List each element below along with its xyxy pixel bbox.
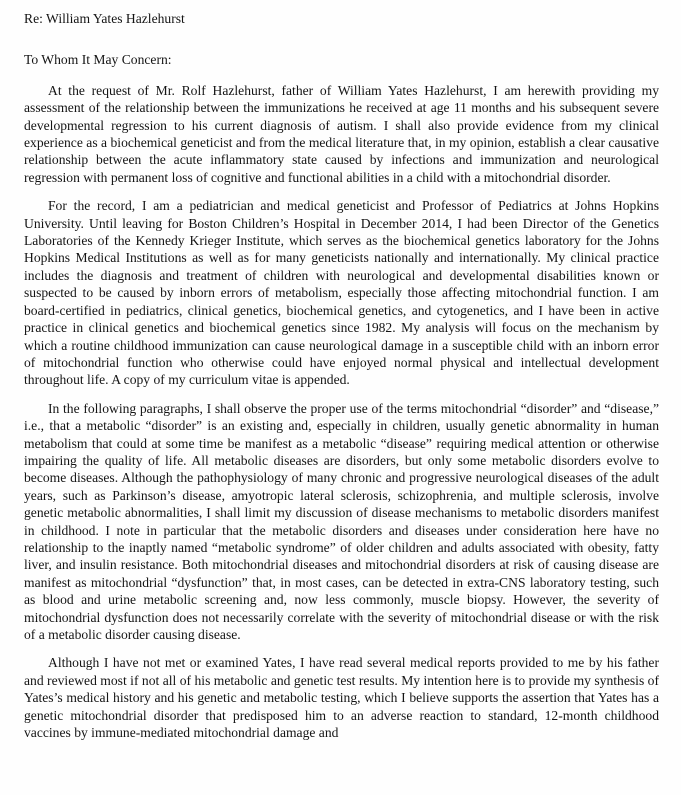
salutation: To Whom It May Concern:	[24, 52, 172, 68]
re-line: Re: William Yates Hazlehurst	[24, 11, 185, 26]
body-paragraph-4: Although I have not met or examined Yates, I have read several medical reports provided to me by his father and reviewed most if not all of his metabolic and genetic test results. My intention here is to provide my synthesis of Yates’s medical history and his genetic and metabolic testing, which I believe supports the assertion that Yates has a genetic mitochondrial disorder that predisposed him to an adverse reaction to standard, 12-month childhood vaccines by immune-mediated mitochondrial damage and	[24, 655, 659, 741]
body-paragraph-1: At the request of Mr. Rolf Hazlehurst, father of William Yates Hazlehurst, I am herewith providing my assessment of the relationship between the immunizations he received at age 11 months and his subsequent severe developmental regression to his current diagnosis of autism. I shall also provide evidence from my clinical experience as a biochemical geneticist and from the medical literature that, in my opinion, establish a clear causative relationship between the acute inflammatory state caused by infections and immunization and neurological regression with permanent loss of cognitive and functional abilities in a child with a mitochondrial disorder.	[24, 82, 659, 185]
body-paragraph-3: In the following paragraphs, I shall observe the proper use of the terms mitochondrial “disorder” and “disease,” i.e., that a metabolic “disorder” is an existing and, especially in children, usually genetic abnormality in human metabolism that could at some time be manifest as a metabolic “disease” requiring medical attention or otherwise impairing the quality of life. All metabolic diseases are disorders, but only some metabolic disorders evolve to become diseases. Although the pathophysiology of many chronic and progressive neurological diseases of the adult years, such as Parkinson’s disease, amyotropic lateral sclerosis, schizophrenia, and multiple sclerosis, involve genetic metabolic abnormalities, I shall limit my discussion of disease mechanisms to metabolic disorders manifest in childhood. I note in particular that the metabolic disorders and diseases under consideration here have no relationship to the inaptly named “metabolic syndrome” of older children and adults associated with obesity, fatty liver, and insulin resistance. Both mitochondrial diseases and mitochondrial disorders at risk of causing disease are manifest as mitochondrial “dysfunction” that, in most cases, can be detected in extra-CNS laboratory testing, such as blood and urine metabolic screening and, now less commonly, muscle biopsy. However, the severity of mitochondrial dysfunction does not necessarily correlate with the severity of mitochondrial disease or with the risk of a metabolic disorder causing disease.	[24, 400, 659, 642]
body-paragraph-2: For the record, I am a pediatrician and medical geneticist and Professor of Pediatrics at Johns Hopkins University. Until leaving for Boston Children’s Hospital in December 2014, I had been Director of the Genetics Laboratories of the Kennedy Krieger Institute, which serves as the biochemical genetics laboratory for the Johns Hopkins Medical Institutions as well as for many geneticists nationally and internationally. My clinical practice includes the diagnosis and treatment of children with neurological and developmental disabilities known or suspected to be caused by inborn errors of metabolism, especially those affecting mitochondrial function. I am board-certified in pediatrics, clinical genetics, biochemical genetics, and cytogenetics, and I have been in active practice in clinical genetics and biochemical genetics since 1982. My analysis will focus on the mechanism by which a routine childhood immunization can cause neurological damage in a susceptible child with an inborn error of mitochondrial function who otherwise could have enjoyed normal physical and intellectual development throughout life. A copy of my curriculum vitae is appended.	[24, 198, 659, 388]
